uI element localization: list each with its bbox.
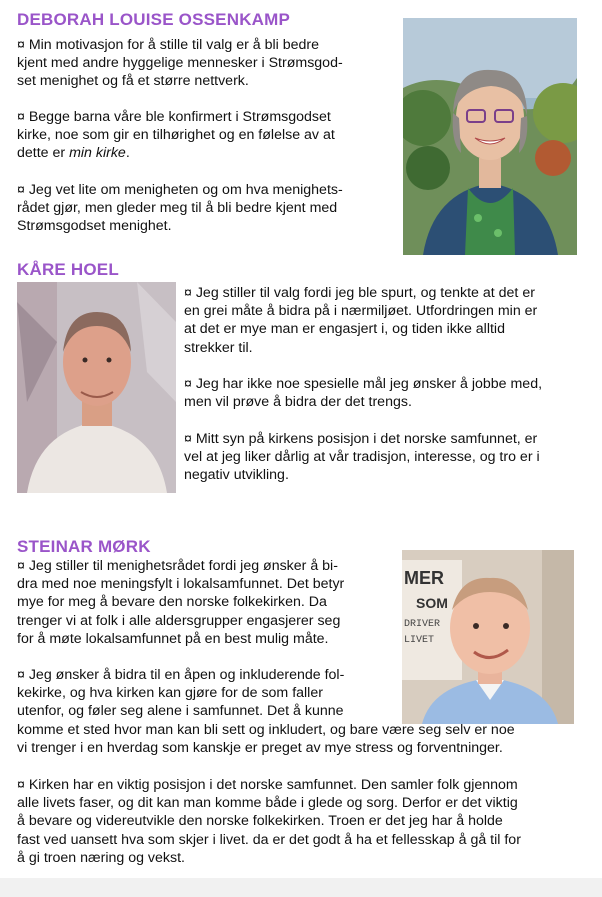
text-line: å bevare og videreutvikle den norske folkekirken. Troen er det jeg har å holde	[17, 813, 503, 830]
text-line: komme et sted hvor man kan bli sett og inkludert, og bare være seg selv er noe	[17, 721, 515, 738]
poster-text: SOM	[416, 595, 448, 611]
candidate-paragraph	[184, 284, 594, 357]
text-line: ¤ Jeg stiller til valg fordi jeg ble spurt, og tenkte at det er	[184, 285, 535, 301]
text-line: kirke, noe som gir en tilhørighet og en følelse av at	[17, 127, 335, 144]
text-line: en grei måte å bidra på i nærmiljøet. Utfordringen min er	[184, 303, 538, 320]
text-line: kekirke, og hva kirken kan gjøre for de som faller	[17, 685, 323, 702]
candidate-paragraph	[17, 666, 597, 757]
text-line: ¤ Jeg har ikke noe spesielle mål jeg ønsker å jobbe med,	[184, 376, 543, 392]
text-line: mye for meg å bevare den norske folkekirken. Da	[17, 594, 327, 611]
candidate-name: STEINAR MØRK	[17, 537, 151, 556]
text-line: kjent med andre hyggelige mennesker i Strømsgod-	[17, 55, 343, 72]
text-line: å gi troen næring og vekst.	[17, 849, 185, 866]
text-line: ¤ Jeg stiller til menighetsrådet fordi jeg ønsker å bi-	[17, 558, 338, 574]
poster-text: DRIVER	[404, 619, 441, 630]
text-line: ¤ Begge barna våre ble konfirmert i Strømsgodset	[17, 109, 331, 125]
candidate-name: DEBORAH LOUISE OSSENKAMP	[17, 10, 291, 29]
candidate-paragraph	[17, 557, 397, 648]
candidate-paragraph	[184, 430, 594, 485]
text-line: dra med noe meningsfylt i lokalsamfunnet. Det betyr	[17, 576, 345, 593]
text-line: ¤ Kirken har en viktig posisjon i det norske samfunnet. Den samler folk gjennom	[17, 777, 518, 793]
text-line: Strømsgodset menighet.	[17, 218, 172, 235]
text-line: rådet gjør, men gleder meg til å bli bedre kjent med	[17, 200, 338, 217]
text-line: negativ utvikling.	[184, 467, 289, 484]
candidate-paragraph	[184, 375, 594, 411]
text-line: ¤ Jeg ønsker å bidra til en åpen og inkluderende fol-	[17, 667, 345, 683]
text-line: vi trenger i en hverdag som kanskje er preget av mye stress og forventninger.	[17, 739, 503, 756]
candidate-paragraph	[17, 36, 395, 91]
page-bottom-margin	[0, 878, 602, 897]
text-line: ¤ Min motivasjon for å stille til valg er å bli bedre	[17, 37, 320, 53]
emphasis-text: min kirke	[69, 145, 126, 162]
text-line: set menighet og få et større nettverk.	[17, 73, 249, 90]
text-line: fast ved uansett hva som skjer i livet. da er det godt å ha et fellesskap å gå til for	[17, 831, 521, 848]
poster-text: LIVET	[404, 635, 435, 646]
candidate-name: KÅRE HOEL	[17, 260, 119, 279]
kare-portrait	[17, 282, 176, 493]
text-line: men vil prøve å bidra der det trengs.	[184, 394, 412, 411]
candidate-paragraph	[17, 181, 395, 236]
deborah-portrait	[403, 18, 577, 255]
text-line: for å møte lokalsamfunnet på en best mulig måte.	[17, 630, 329, 647]
text-line: strekker til.	[184, 339, 253, 356]
text-line: alle livets faser, og dit kan man komme både i glede og sorg. Derfor er det viktig	[17, 795, 518, 812]
text-line: at det er mye man er engasjert i, og tiden ikke alltid	[184, 321, 505, 338]
text-line: ¤ Jeg vet lite om menigheten og om hva menighets-	[17, 182, 343, 198]
poster-text: MER	[404, 568, 444, 588]
text-line: dette er min kirke.	[17, 145, 130, 162]
text-line: trenger vi at folk i alle aldersgrupper engasjerer seg	[17, 612, 341, 629]
candidate-paragraph	[17, 776, 597, 867]
text-line: vel at jeg liker dårlig at vår tradisjon, interesse, og tro er i	[184, 449, 540, 466]
text-line: ¤ Mitt syn på kirkens posisjon i det norske samfunnet, er	[184, 431, 538, 447]
text-line: utenfor, og føler seg alene i samfunnet. Det å kunne	[17, 703, 344, 720]
candidate-paragraph	[17, 108, 395, 163]
